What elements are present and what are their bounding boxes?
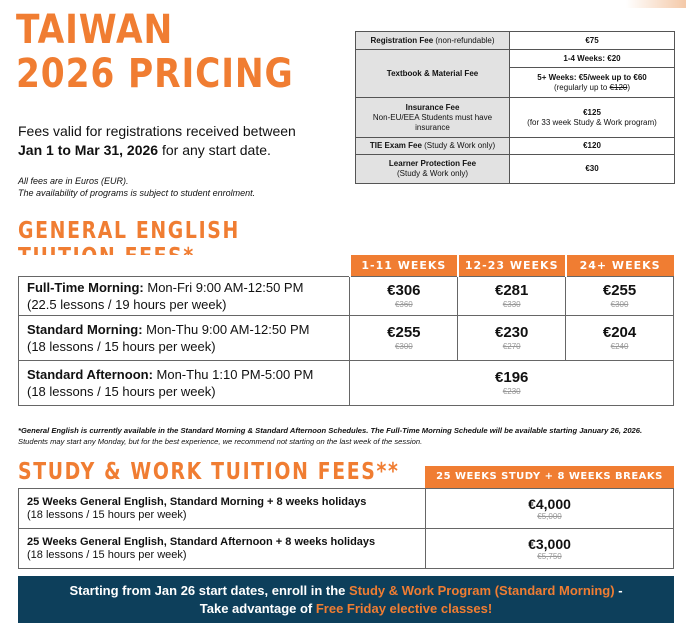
table-row xyxy=(19,529,674,569)
full-time-morning: Full-Time Morning: Mon-Fri 9:00 AM-12:50 PM (22.5 lessons / 19 hours per week) xyxy=(19,276,350,315)
table-row xyxy=(19,489,674,529)
title-line-2: 2026 PRICING xyxy=(16,51,294,97)
validity-statement xyxy=(18,122,318,160)
learner-protection-fee-label: Learner Protection Fee (Study & Work only) xyxy=(356,155,510,184)
price-cell: €255 €300 xyxy=(566,276,674,315)
price-cell: €4,000 €5,000 xyxy=(426,489,674,529)
study-work-afternoon: 25 Weeks General English, Standard Afternoon + 8 weeks holidays (18 lessons / 15 hours per week) xyxy=(19,529,426,569)
promo-banner: Starting from Jan 26 start dates, enroll in the Study & Work Program (Standard Morning) - Take advantage of Free Friday elective classes! xyxy=(18,576,674,623)
general-english-footnote: *General English is currently available in the Standard Morning & Standard Afternoon Schedules. The Full-Time Morning Schedule will be available starting January 26, 2026. Students may start any Monday, but for the best experience, we recommend not starting on the last week of the session. xyxy=(18,426,643,446)
learner-protection-fee-value: €30 xyxy=(510,155,675,184)
price-cell: €306 €360 xyxy=(350,276,458,315)
price-cell: €196 €230 xyxy=(350,360,674,405)
textbook-fee-label: Textbook & Material Fee xyxy=(356,50,510,98)
registration-fee-label: Registration Fee (non-refundable) xyxy=(356,32,510,50)
price-cell: €255 €300 xyxy=(350,315,458,360)
price-cell: €230 €270 xyxy=(458,315,566,360)
additional-fees-table xyxy=(355,31,675,184)
textbook-old-price: €120 xyxy=(609,82,628,92)
insurance-fee-value: €125 (for 33 week Study & Work program) xyxy=(510,98,675,138)
banner-highlight-free: Free Friday elective classes! xyxy=(315,601,493,616)
col-24-plus-weeks: 24+ WEEKS xyxy=(566,255,674,276)
study-work-table xyxy=(18,488,674,569)
fee-notes xyxy=(18,175,255,199)
price-cell: €281 €330 xyxy=(458,276,566,315)
note-currency: All fees are in Euros (EUR). xyxy=(18,176,129,186)
textbook-fee-value-long: 5+ Weeks: €5/week up to €60 (regularly up to €120) xyxy=(510,68,675,98)
title-line-1: TAIWAN xyxy=(16,7,174,53)
table-row xyxy=(19,360,674,405)
valid-pre: Fees valid for registrations received between xyxy=(18,123,296,139)
price-cell: €3,000 €5,750 xyxy=(426,529,674,569)
valid-dates: Jan 1 to Mar 31, 2026 xyxy=(18,142,159,158)
registration-fee-value: €75 xyxy=(510,32,675,50)
table-row xyxy=(19,276,674,315)
tie-exam-fee-value: €120 xyxy=(510,138,675,155)
valid-post: for any start date. xyxy=(158,142,271,158)
tie-exam-fee-label: TIE Exam Fee (Study & Work only) xyxy=(356,138,510,155)
study-work-column-header: 25 WEEKS STUDY + 8 WEEKS BREAKS xyxy=(425,466,674,488)
note-availability: The availability of programs is subject to student enrolment. xyxy=(18,188,256,198)
study-work-morning: 25 Weeks General English, Standard Morning + 8 weeks holidays (18 lessons / 15 hours per week) xyxy=(19,489,426,529)
general-english-heading: GENERAL ENGLISH xyxy=(18,218,240,244)
table-row xyxy=(19,315,674,360)
price-cell: €204 €240 xyxy=(566,315,674,360)
general-english-table xyxy=(18,255,674,406)
col-12-23-weeks: 12-23 WEEKS xyxy=(458,255,566,276)
insurance-fee-label: Insurance Fee Non-EU/EEA Students must have insurance xyxy=(356,98,510,138)
textbook-fee-value-short: 1-4 Weeks: €20 xyxy=(510,50,675,68)
corner-accent xyxy=(626,0,686,8)
page-title xyxy=(16,8,294,96)
standard-morning: Standard Morning: Mon-Thu 9:00 AM-12:50 PM (18 lessons / 15 hours per week) xyxy=(19,315,350,360)
study-work-heading: STUDY & WORK TUITION FEES** xyxy=(18,459,400,485)
col-1-11-weeks: 1-11 WEEKS xyxy=(350,255,458,276)
standard-afternoon: Standard Afternoon: Mon-Thu 1:10 PM-5:00 PM (18 lessons / 15 hours per week) xyxy=(19,360,350,405)
banner-highlight-program: Study & Work Program (Standard Morning) xyxy=(349,583,615,598)
